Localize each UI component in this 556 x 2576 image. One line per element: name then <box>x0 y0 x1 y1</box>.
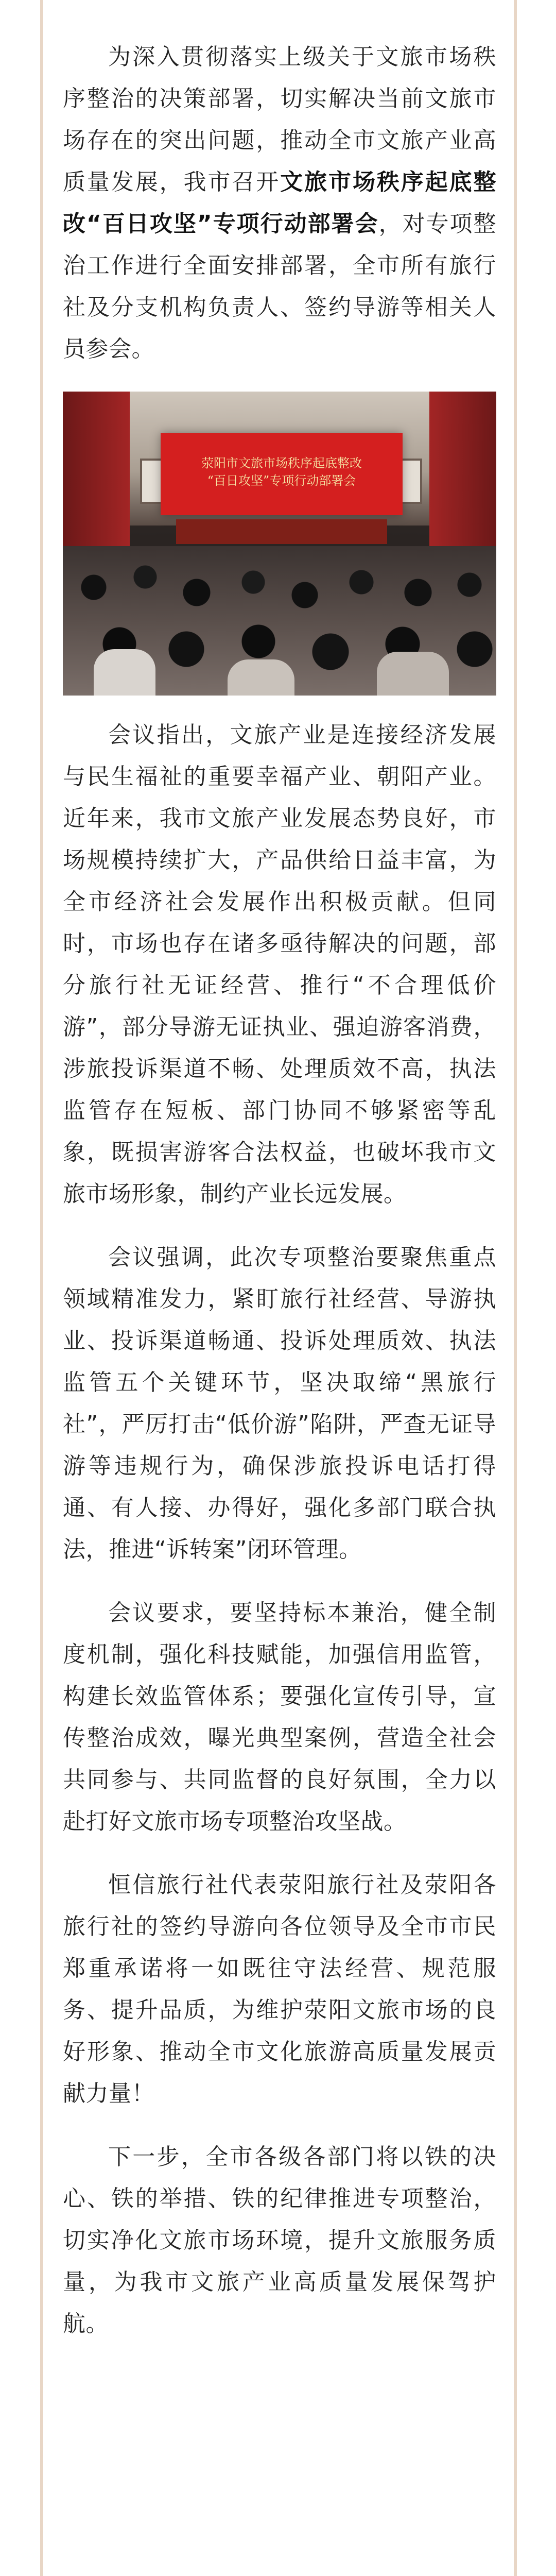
left-border-line <box>40 0 43 2576</box>
paragraph-text: 为深入贯彻落实上级关于文旅市场秩序整治的决策部署，切实解决当前文旅市场存在的突出问题，推动全市文旅产业高质量发展，我市召开 <box>63 44 496 195</box>
photo-attendee <box>228 659 294 696</box>
banner-line-2: “百日攻坚”专项行动部署会 <box>207 473 356 488</box>
photo-attendee <box>377 652 449 696</box>
photo-curtain-right <box>429 392 496 562</box>
paragraph-agency-pledge <box>63 1864 496 2114</box>
paragraph-text: 下一步，全市各级各部门将以铁的决心、铁的举措、铁的纪律推进专项整治，切实净化文旅市场环境，提升文旅服务质量，为我市文旅产业高质量发展保驾护航。 <box>63 2144 496 2337</box>
photo-curtain-left <box>63 392 130 562</box>
paragraph-text: 会议要求，要坚持标本兼治，健全制度机制，强化科技赋能，加强信用监管，构建长效监管体系；要强化宣传引导，宣传整治成效，曝光典型案例，营造全社会共同参与、共同监督的良好氛围，全力以赴打好文旅市场专项整治攻坚战。 <box>63 1600 496 1835</box>
photo-podium <box>176 519 387 544</box>
paragraph-next-step <box>63 2136 496 2345</box>
paragraph-meeting-emphasized <box>63 1236 496 1570</box>
meeting-banner <box>161 433 403 515</box>
paragraph-text: 恒信旅行社代表荥阳旅行社及荥阳各旅行社的签约导游向各位领导及全市市民郑重承诺将一如既往守法经营、规范服务、提升品质，为维护荥阳文旅市场的良好形象、推动全市文化旅游高质量发展贡献力量！ <box>63 1872 496 2107</box>
article-body <box>63 36 496 2366</box>
meeting-name-bold: 文旅市场秩序起底整改“百日攻坚”专项行动部署会 <box>63 169 497 237</box>
right-border-line <box>514 0 517 2576</box>
paragraph-text: 会议指出，文旅产业是连接经济发展与民生福祉的重要幸福产业、朝阳产业。近年来，我市文旅产业发展态势良好，市场规模持续扩大，产品供给日益丰富，为全市经济社会发展作出积极贡献。但同时，市场也存在诸多亟待解决的问题，部分旅行社无证经营、推行“不合理低价游”，部分导游无证执业、强迫游客消费，涉旅投诉渠道不畅、处理质效不高，执法监管存在短板、部门协同不够紧密等乱象，既损害游客合法权益，也破坏我市文旅市场形象，制约产业长远发展。 <box>63 722 496 1207</box>
paragraph-text: 会议强调，此次专项整治要聚焦重点领域精准发力，紧盯旅行社经营、导游执业、投诉渠道畅通、投诉处理质效、执法监管五个关键环节，坚决取缔“黑旅行社”，严厉打击“低价游”陷阱，严查无证导游等违规行为，确保涉旅投诉电话打得通、有人接、办得好，强化多部门联合执法，推进“诉转案”闭环管理。 <box>63 1244 496 1563</box>
paragraph-intro <box>63 36 496 370</box>
banner-line-1: 荥阳市文旅市场秩序起底整改 <box>201 456 362 470</box>
photo-attendee <box>94 649 155 696</box>
paragraph-meeting-required <box>63 1592 496 1842</box>
paragraph-text: ，对专项整治工作进行全面安排部署，全市所有旅行社及分支机构负责人、签约导游等相关人员参会。 <box>63 211 497 362</box>
meeting-photo <box>63 392 496 696</box>
paragraph-meeting-pointed-out <box>63 714 496 1215</box>
